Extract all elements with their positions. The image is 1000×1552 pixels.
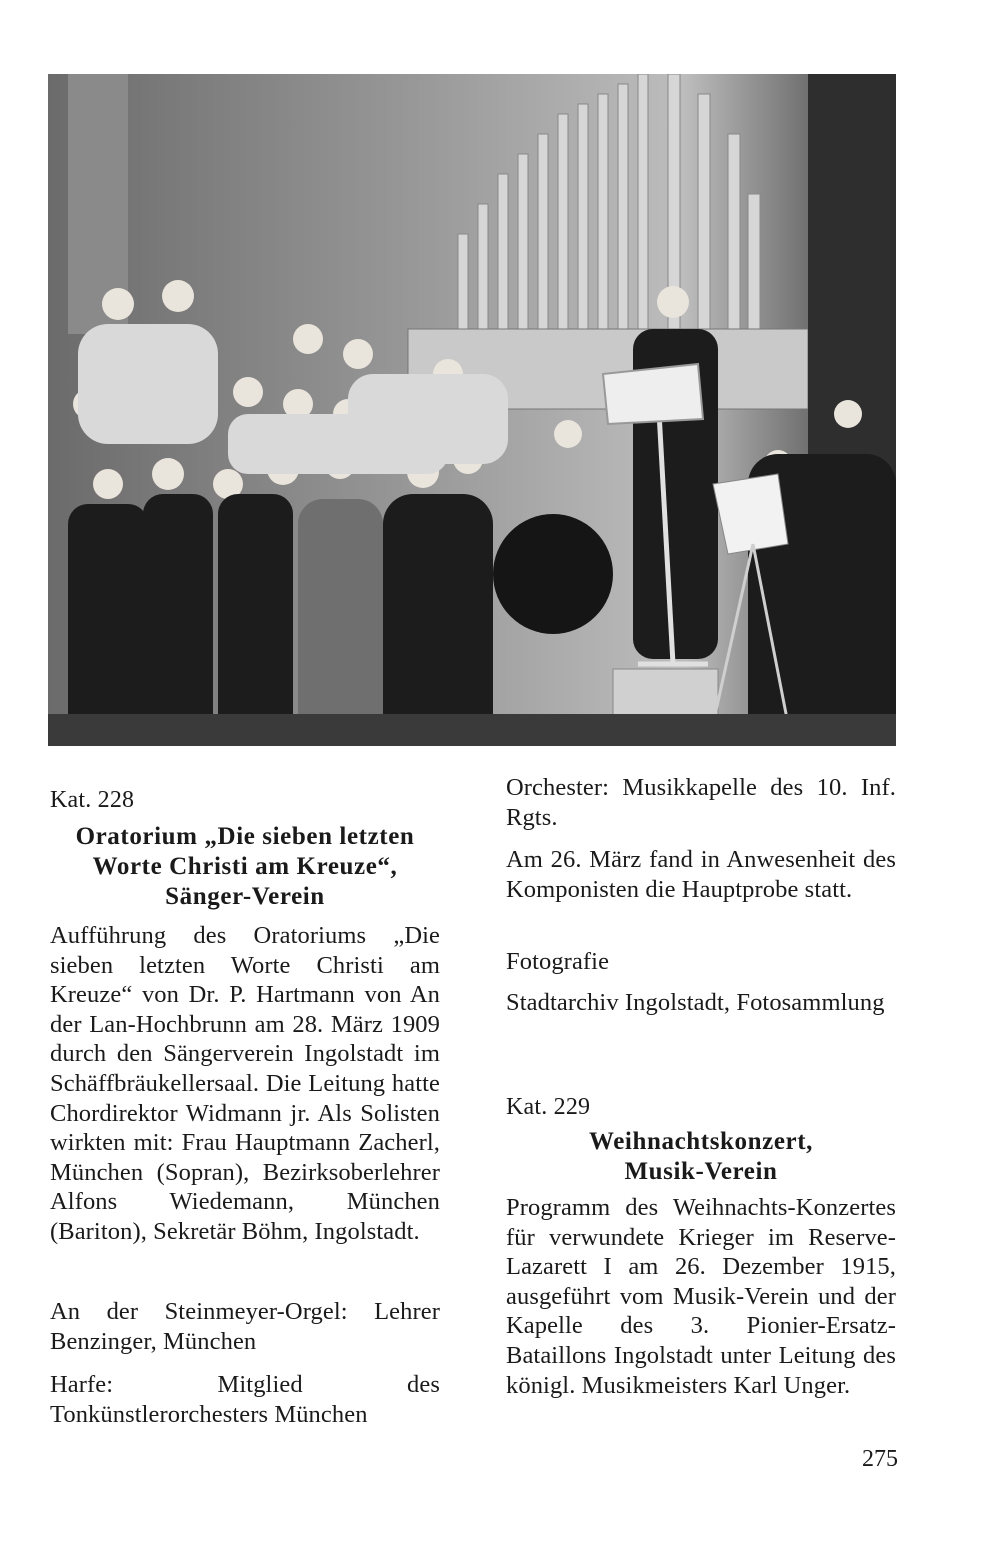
source-paragraph: Stadtarchiv Ingolstadt, Fotosammlung [506, 989, 885, 1016]
catalog-number-228: Kat. 228 [50, 787, 135, 813]
description-paragraph: Aufführung des Oratoriums „Die sieben letzten Worte Christi am Kreuze“ von Dr. P. Hartmann von An der Lan-Hochbrunn am 28. März 1909 durch den Sängerverein Ingolstadt im Schäffbräukellersaal. Die Leitung hatte Chordirektor Widmann jr. Als Solisten wirkten mit: Frau Hauptmann Zacherl, München (Sopran), Bezirksoberlehrer Alfons Wiedemann, München (Bariton), Sekretär Böhm, Ingolstadt. [50, 922, 440, 1245]
rehearsal-paragraph: Am 26. März fand in Anwesenheit des Komponisten die Hauptprobe statt. [506, 846, 896, 903]
heading-line: Weihnachtskonzert, [589, 1128, 813, 1155]
catalog-number-229: Kat. 229 [506, 1094, 591, 1120]
entry-heading-228 [50, 822, 440, 912]
heading-line: Oratorium „Die sieben letzten [75, 823, 415, 850]
concert-paragraph: Programm des Weihnachts-Konzertes für verwundete Krieger im Reserve-Lazarett I am 26. Dezember 1915, ausgeführt vom Musik-Verein und der Kapelle des 3. Pionier-Ersatz-Bataillons Ingolstadt unter Leitung des königl. Musikmeisters Karl Unger. [506, 1194, 896, 1399]
concert-group-photo-icon [48, 74, 896, 746]
heading-line: Worte Christi am Kreuze“, [92, 853, 398, 880]
historical-photograph [48, 74, 896, 746]
organ-paragraph: An der Steinmeyer-Orgel: Lehrer Benzinger, München [50, 1298, 440, 1355]
heading-line: Musik-Verein [624, 1158, 778, 1185]
heading-line: Sänger-Verein [165, 883, 325, 910]
orchestra-paragraph: Orchester: Musikkapelle des 10. Inf. Rgts. [506, 774, 896, 831]
medium-paragraph: Fotografie [506, 948, 610, 975]
page-number: 275 [862, 1446, 898, 1472]
harp-paragraph: Harfe: Mitglied des Tonkünstlerorchesters München [50, 1371, 440, 1428]
entry-heading-229 [506, 1127, 896, 1187]
